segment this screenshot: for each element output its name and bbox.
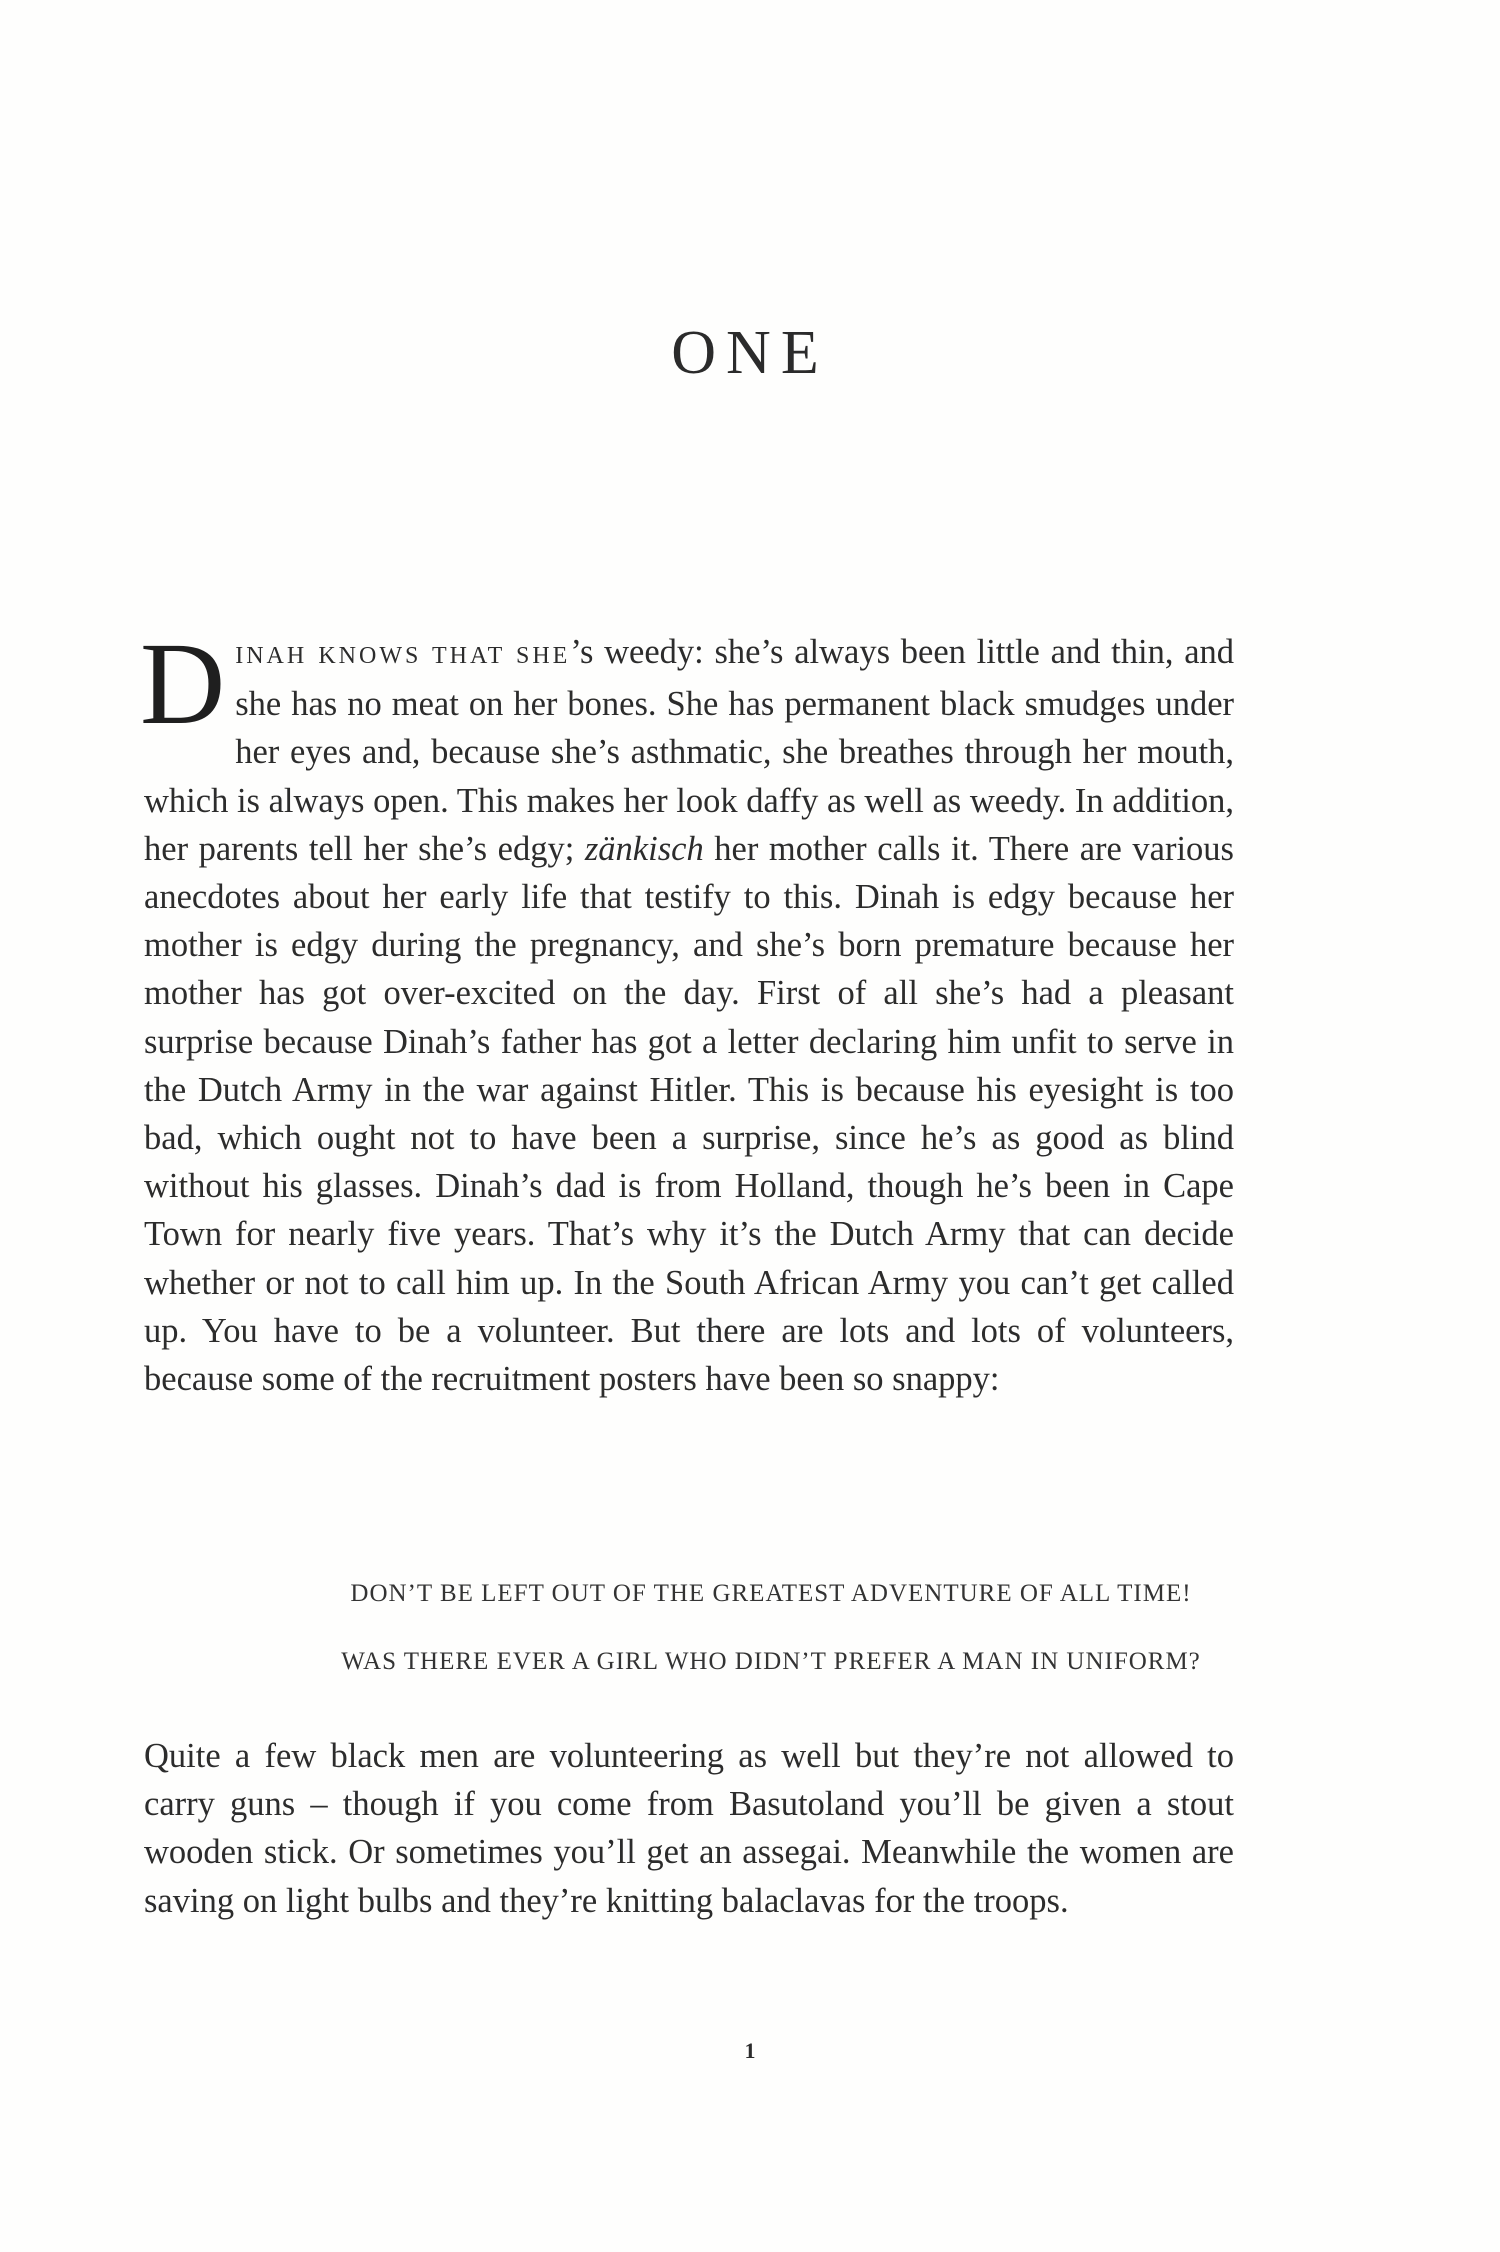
opening-small-caps: INAH KNOWS THAT SHE (235, 643, 571, 669)
drop-cap: D (140, 618, 226, 749)
page-number: 1 (744, 2038, 756, 2063)
recruitment-posters (0, 1580, 1500, 1716)
poster-slogan-1: DON’T BE LEFT OUT OF THE GREATEST ADVENTURE OF ALL TIME! (350, 1580, 1192, 1607)
poster-slogan-2: WAS THERE EVER A GIRL WHO DIDN’T PREFER A MAN IN UNIFORM? (341, 1648, 1201, 1675)
paragraph-opening (140, 618, 1235, 1403)
paragraph-second: Quite a few black men are volunteering as well but they’re not allowed to carry guns – though if you come from Basutoland you’ll be given a stout wooden stick. Or sometimes you’ll get an assegai. Meanwhile the women are saving on light bulbs and they’re knitting balaclavas for the troops. (144, 1737, 1234, 1920)
italic-word: zänkisch (584, 829, 704, 868)
paragraph-text-part1: ’s weedy: she’s always been little and thin, and she has no meat on her bones. She has permanent black smudges under her eyes and, because she’s asthmatic, she breathes through her mouth, which is always open. This makes her look daffy as well as weedy. In addition, her parents tell her she’s edgy; (144, 633, 1235, 868)
chapter-title: ONE (671, 319, 829, 387)
paragraph-text-part2: her mother calls it. There are various anecdotes about her early life that testify to this. Dinah is edgy because her mother is edgy during the pregnancy, and she’s born premature because her mother has got over-excited on the day. First of all she’s had a pleasant surprise because Dinah’s father has got a letter declaring him unfit to serve in the Dutch Army in the war against Hitler. This is because his eyesight is too bad, which ought not to have been a surprise, since he’s as good as blind without his glasses. Dinah’s dad is from Holland, though he’s been in Cape Town for nearly five years. That’s why it’s the Dutch Army that can decide whether or not to call him up. In the South African Army you can’t get called up. You have to be a volunteer. But there are lots and lots of volunteers, because some of the recruitment posters have been so snappy: (144, 829, 1234, 1399)
